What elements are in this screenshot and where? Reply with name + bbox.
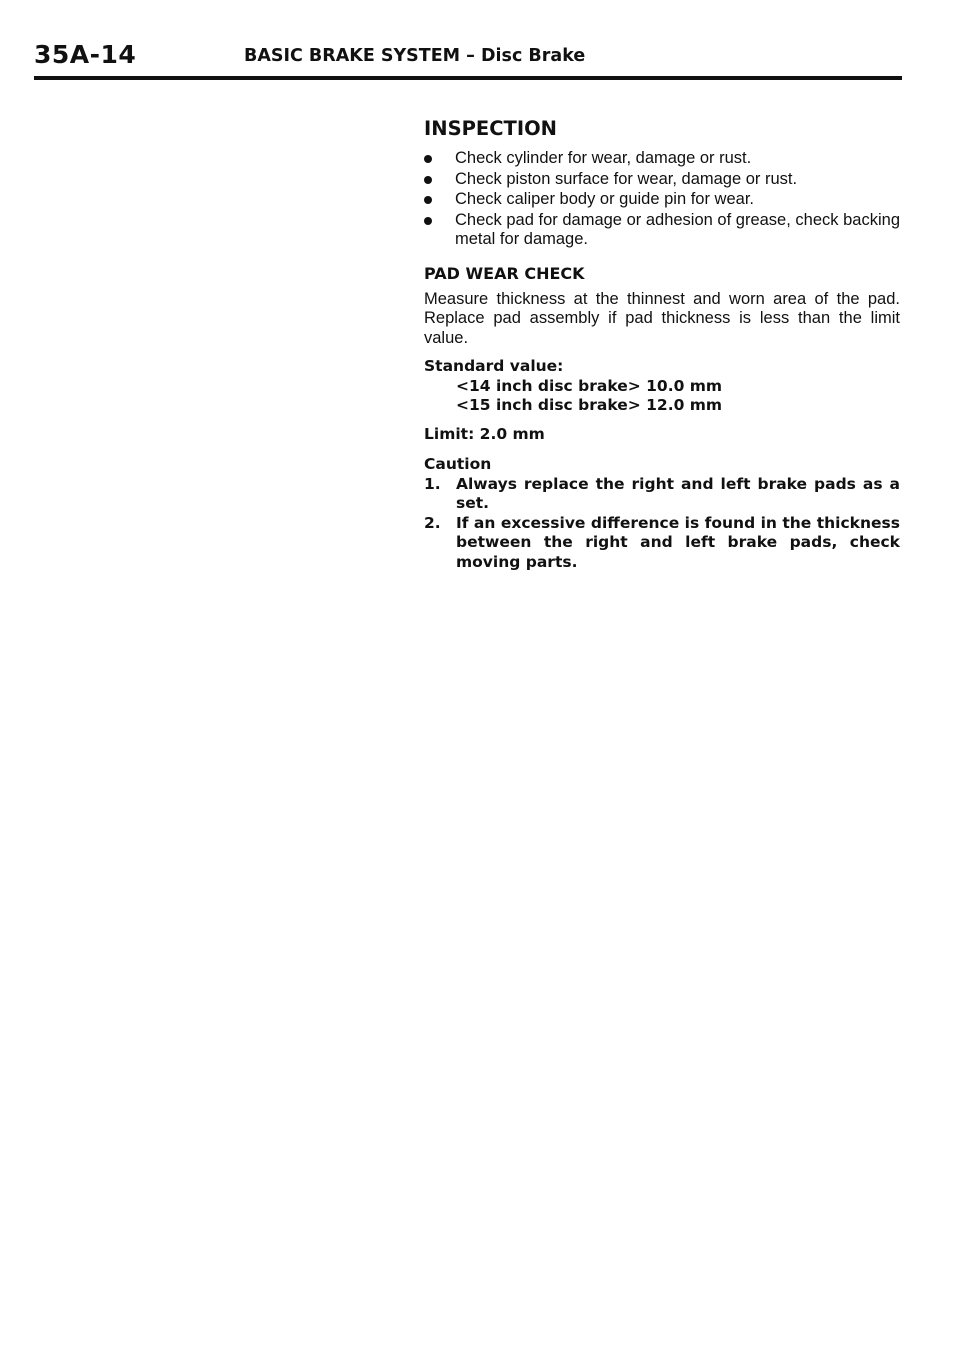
caution-label: Caution <box>424 455 492 473</box>
inspection-item <box>424 211 900 250</box>
caution-number: 1. <box>424 474 441 493</box>
inspection-heading: INSPECTION <box>424 117 557 140</box>
content-column <box>424 118 900 572</box>
pad-wear-description: Measure thickness at the thinnest and worn area of the pad. Replace pad assembly if pad thickness is less than the limit value. <box>424 289 900 347</box>
caution-item <box>424 475 900 514</box>
bullet-icon <box>424 196 432 204</box>
inspection-list <box>424 149 900 250</box>
inspection-item-text: Check caliper body or guide pin for wear. <box>455 190 754 208</box>
caution-list <box>424 475 900 573</box>
bullet-icon <box>424 155 432 163</box>
inspection-item <box>424 149 900 169</box>
header-rule <box>34 76 902 80</box>
running-head: BASIC BRAKE SYSTEM – Disc Brake <box>244 46 586 66</box>
inspection-item-text: Check cylinder for wear, damage or rust. <box>455 149 752 167</box>
bullet-icon <box>424 217 432 225</box>
caution-number: 2. <box>424 513 441 532</box>
pad-wear-check-heading: PAD WEAR CHECK <box>424 263 585 283</box>
caution-text: Always replace the right and left brake pads as a set. <box>456 474 900 512</box>
standard-value-15-inch: <15 inch disc brake> 12.0 mm <box>456 396 723 414</box>
inspection-item <box>424 170 900 190</box>
bullet-icon <box>424 176 432 184</box>
standard-value-label: Standard value: <box>424 357 564 375</box>
inspection-item-text: Check pad for damage or adhesion of grease, check backing metal for damage. <box>455 210 900 248</box>
caution-item <box>424 514 900 573</box>
standard-value-14-inch: <14 inch disc brake> 10.0 mm <box>456 376 723 395</box>
caution-text: If an excessive difference is found in the thickness between the right and left brake pads, check moving parts. <box>456 513 900 571</box>
inspection-item <box>424 190 900 210</box>
page-number: 35A-14 <box>34 40 137 69</box>
limit-value: Limit: 2.0 mm <box>424 424 545 443</box>
inspection-item-text: Check piston surface for wear, damage or rust. <box>455 169 798 188</box>
